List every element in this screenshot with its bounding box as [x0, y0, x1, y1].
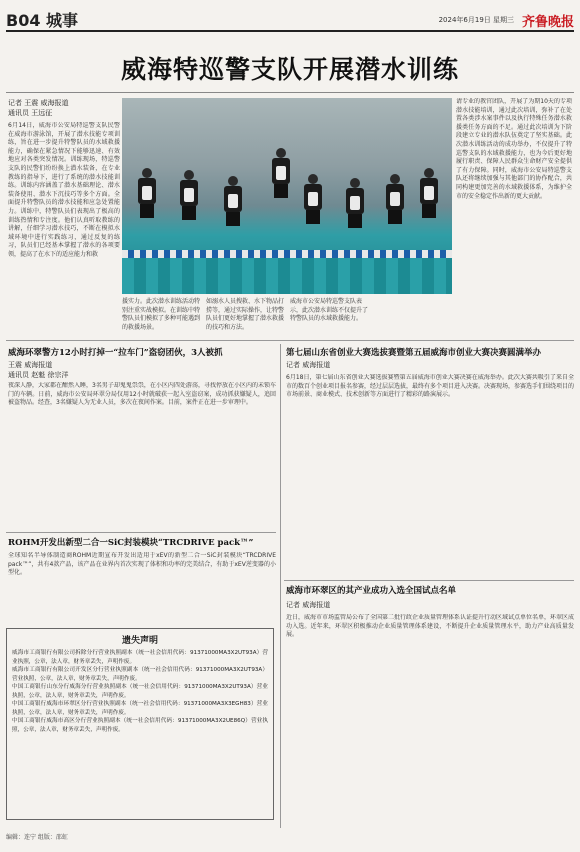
story5-rule	[284, 580, 574, 581]
lane-rope	[122, 250, 452, 258]
story2-body: 夜深人静，大家都在酣然入睡，3名男子却鬼鬼祟祟，在小区内四处游荡，寻找停放在小区内的未锁车门的车辆。日前，威海市公安局环翠分局仅用12小时就破获一起入室盗窃案，成功抓获嫌疑人，追回被盗物品。经查，3名嫌疑人为无业人员，多次在夜间作案。目前，案件正在进一步审理中。	[8, 382, 276, 407]
lead-column-right: 请专业的教官团队，开展了为期10天的专项潜水技能培训，通过此次培训，弥补了在处置各类涉水案事件以及执行特殊任务潜水救援类任务方面的不足。通过此次培训为下阶段建立专业的潜水队伍奠定了坚实基础。此次潜水训练活动的成功举办，不仅提升了特巡警支队的水域救援能力，也为今后更好地履行职责、保障人民群众生命财产安全提供了有力保障。同时，威海市公安局特巡警支队还将继续加强与其他部门的协作配合，共同构建更加完善的水域救援体系，为维护全市的安全稳定作出新的更大贡献。	[456, 98, 572, 200]
story5-byline: 记者 威海报道	[286, 601, 331, 609]
diver-figure	[418, 168, 440, 218]
notice-line: 中国工商银行威海市环翠区分行营业执照副本（统一社会信用代码：91371000MA3X3EGH83）营业执照，公章，法人章，财务章丢失，声明作废。	[12, 701, 268, 716]
page-footer: 编辑：连宁 组版：邵虹	[6, 834, 68, 841]
notice-line: 中国工商银行威海市高区分行营业执照副本（统一社会信用代码：91371000MA3X2UE86Q）营业执照，公章，法人章，财务章丢失，声明作废。	[12, 718, 268, 733]
page-code: B04 城事	[6, 11, 79, 30]
story2-byline: 王震 威海报道 通讯员 赵魁 徐宗洋	[8, 361, 69, 379]
diver-figure	[302, 174, 324, 224]
lost-notice-box	[6, 628, 274, 820]
issue-date: 2024年6月19日 星期三	[438, 16, 514, 24]
lead-column-6: 威海市公安局特巡警支队表示，此次潜水训练不仅提升了特警队员的水域救援能力。	[290, 298, 369, 323]
diving-training-photo	[122, 98, 452, 294]
notice-line: 中国工商银行山东分行威海分行营业执照副本（统一社会信用代码：91371000MA3X2UT93A）营业执照，公章，法人章，财务章丢失，声明作废。	[12, 684, 268, 699]
story3-body: 全球知名半导体制造商ROHM近期宣布开发出适用于xEV的新型二合一SiC封装模块“TRCDRIVE pack™”，共有4款产品，该产品在业界内首次实现了体积和功率的完美结合，有助于xEV逆变器的小型化。	[8, 552, 276, 577]
section-rule	[6, 340, 574, 341]
top-rule	[6, 30, 574, 32]
headline-rule	[6, 92, 574, 93]
story3-rule	[6, 532, 276, 533]
diver-figure	[178, 170, 200, 220]
story4-body: 6月18日，第七届山东省创业大赛选拔赛暨第五届威海市创业大赛决赛在威海举办。此次大赛共吸引了来自全市的数百个创业项目报名参赛，经过层层选拔，最终有多个项目进入决赛。决赛现场，参赛选手们围绕项目的市场前景、商业模式、技术创新等方面进行了精彩的路演展示。	[286, 374, 574, 399]
diver-figure	[136, 168, 158, 218]
lead-byline: 记者 王震 威海报道 通讯员 王远征	[8, 99, 69, 117]
diver-figure	[222, 176, 244, 226]
pool-water	[122, 258, 452, 294]
diver-figure	[270, 148, 292, 198]
story2-title: 威海环翠警方12小时打掉一“拉车门”盗窃团伙，3人被抓	[8, 348, 223, 358]
notice-line: 威海市工商银行有限公司拆除分行营业执照副本（统一社会信用代码：91371000MA3X2UT93A）营业执照，公章，法人章，财务章丢失，声明作废。	[12, 650, 268, 665]
story5-title: 威海市环翠区的其产业成功入选全国试点名单	[286, 586, 457, 596]
story5-body: 近日，威海市市场监管局公布了全国第二批行政企业质量管理体系认证提升行动区域试点单位名单，环翠区成功入选。近年来，环翠区积极推动企业质量管理体系建设，不断提升企业质量管理水平，助力产业高质量发展。	[286, 614, 574, 639]
diver-figure	[344, 178, 366, 228]
notice-title: 遗失声明	[121, 636, 158, 646]
notice-line: 威海市工商银行有限公司开发区分行营业执照副本（统一社会信用代码：91371000MA3X2UT93A）营业执照，公章，法人章，财务章丢失，声明作废。	[12, 667, 268, 682]
story4-title: 第七届山东省创业大赛选拔赛暨第五届威海市创业大赛决赛圆满举办	[286, 348, 542, 358]
story3-title: ROHM开发出新型二合一SiC封装模块“TRCDRIVE pack™”	[8, 538, 254, 548]
paper-logo: 齐鲁晚报	[521, 15, 574, 30]
main-headline: 威海特巡警支队开展潜水训练	[120, 55, 459, 84]
lead-column-1: 6月14日，威海市公安局特巡警支队民警在威海市游泳馆，开展了潜水技能专项训练，旨在进一步提升特警队员的水域救援能力，确保在紧急情况下能够迅速、有效地应对各类突发情况。训练现场，特巡警支队的民警们纷纷换上潜水装备，在专业教练的指导下，进行了系统的潜水技能训练。训练内容涵盖了潜水基础理论、潜水装备使用、潜水下沉技巧等多个方面。全面提升特警队员的潜水技能和应急处置能力。训练中，特警队员们表现出了极高的训练热情和专注度。他们认真听取教练的讲解，仔细学习潜水技巧，不断在模拟水域环境中进行实践练习，通过反复的练习，队员们已经基本掌握了潜水的各项要领，提高了在水下的适应能力和救	[8, 122, 120, 258]
lead-column-5: 如溺水人员搜救、水下物品打捞等，通过实际操作，让特警队员们更好地掌握了潜水救援的技巧和方法。	[206, 298, 285, 331]
story4-byline: 记者 威海报道	[286, 361, 331, 369]
lead-column-4: 援实力。此次潜水训练活动特别注重实战模拟。在训练中特警队员们模拟了多种可能遇到的救援场景。	[122, 298, 201, 331]
diver-figure	[384, 174, 406, 224]
page-header	[6, 8, 574, 32]
column-divider	[280, 344, 281, 828]
